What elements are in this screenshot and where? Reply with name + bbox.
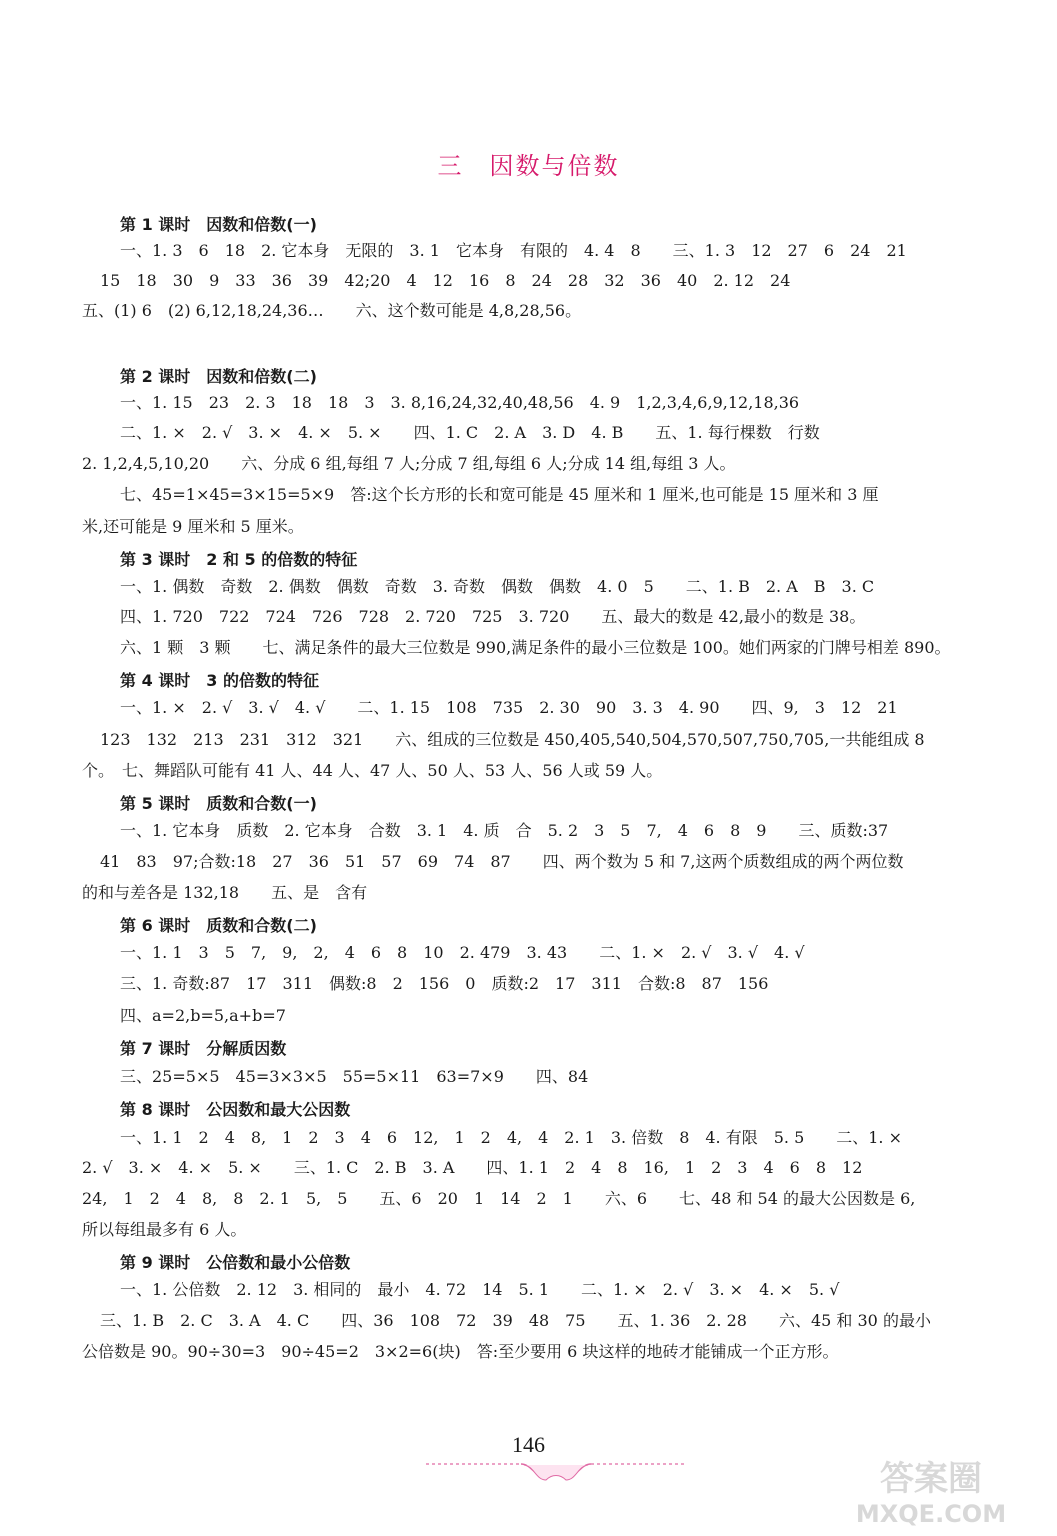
answer-line: 一、1. × 2. √ 3. √ 4. √ 二、1. 15 108 735 2. 30 90 3. 3 4. 90 四、9, 3 12 21 xyxy=(120,698,898,717)
lesson-heading: 第 8 课时 公因数和最大公因数 xyxy=(120,1100,351,1119)
chapter-title: 三 因数与倍数 xyxy=(437,152,620,180)
answer-line: 三、1. 奇数:87 17 311 偶数:8 2 156 0 质数:2 17 311 合数:8 87 156 xyxy=(120,974,769,993)
answer-line: 二、1. × 2. √ 3. × 4. × 5. × 四、1. C 2. A 3. D 4. B 五、1. 每行棵数 行数 xyxy=(120,423,820,442)
answer-line: 公倍数是 90。90÷30=3 90÷45=2 3×2=6(块) 答:至少要用 6 块这样的地砖才能铺成一个正方形。 xyxy=(82,1342,839,1361)
answer-line: 一、1. 公倍数 2. 12 3. 相同的 最小 4. 72 14 5. 1 二、1. × 2. √ 3. × 4. × 5. √ xyxy=(120,1280,840,1299)
answer-line: 五、(1) 6 (2) 6,12,18,24,36… 六、这个数可能是 4,8,28,56。 xyxy=(82,301,582,320)
answer-line: 个。 七、舞蹈队可能有 41 人、44 人、47 人、50 人、53 人、56 人或 59 人。 xyxy=(82,761,663,780)
answer-line: 2. √ 3. × 4. × 5. × 三、1. C 2. B 3. A 四、1. 1 2 4 8 16, 1 2 3 4 6 8 12 xyxy=(82,1158,863,1177)
answer-line: 123 132 213 231 312 321 六、组成的三位数是 450,405,540,504,570,507,750,705,一共能组成 8 xyxy=(100,730,925,749)
answer-line: 2. 1,2,4,5,10,20 六、分成 6 组,每组 7 人;分成 7 组,每组 6 人;分成 14 组,每组 3 人。 xyxy=(82,454,736,473)
answer-line: 一、1. 1 2 4 8, 1 2 3 4 6 12, 1 2 4, 4 2. 1 3. 倍数 8 4. 有限 5. 5 二、1. × xyxy=(120,1128,903,1147)
answer-line: 三、25=5×5 45=3×3×5 55=5×11 63=7×9 四、84 xyxy=(120,1067,589,1086)
answer-line: 的和与差各是 132,18 五、是 含有 xyxy=(82,883,368,902)
answer-line: 三、1. B 2. C 3. A 4. C 四、36 108 72 39 48 75 五、1. 36 2. 28 六、45 和 30 的最小 xyxy=(100,1311,931,1330)
lesson-heading: 第 2 课时 因数和倍数(二) xyxy=(120,367,317,386)
answer-line: 一、1. 3 6 18 2. 它本身 无限的 3. 1 它本身 有限的 4. 4 8 三、1. 3 12 27 6 24 21 xyxy=(120,241,907,260)
answer-line: 一、1. 1 3 5 7, 9, 2, 4 6 8 10 2. 479 3. 43 二、1. × 2. √ 3. √ 4. √ xyxy=(120,943,805,962)
answer-line: 41 83 97;合数:18 27 36 51 57 69 74 87 四、两个数为 5 和 7,这两个质数组成的两个两位数 xyxy=(100,852,904,871)
lesson-heading: 第 7 课时 分解质因数 xyxy=(120,1039,287,1058)
answer-line: 四、a=2,b=5,a+b=7 xyxy=(120,1006,286,1025)
answer-line: 24, 1 2 4 8, 8 2. 1 5, 5 五、6 20 1 14 2 1 六、6 七、48 和 54 的最大公因数是 6, xyxy=(82,1189,916,1208)
lesson-heading: 第 5 课时 质数和合数(一) xyxy=(120,794,317,813)
answer-line: 六、1 颗 3 颗 七、满足条件的最大三位数是 990,满足条件的最小三位数是 100。她们两家的门牌号相差 890。 xyxy=(120,638,951,657)
answer-line: 一、1. 15 23 2. 3 18 18 3 3. 8,16,24,32,40,48,56 4. 9 1,2,3,4,6,9,12,18,36 xyxy=(120,393,800,412)
answer-line: 四、1. 720 722 724 726 728 2. 720 725 3. 720 五、最大的数是 42,最小的数是 38。 xyxy=(120,607,866,626)
answer-line: 15 18 30 9 33 36 39 42;20 4 12 16 8 24 28 32 36 40 2. 12 24 xyxy=(100,271,791,290)
answer-line: 一、1. 它本身 质数 2. 它本身 合数 3. 1 4. 质 合 5. 2 3 5 7, 4 6 8 9 三、质数:37 xyxy=(120,821,889,840)
answer-line: 所以每组最多有 6 人。 xyxy=(82,1220,247,1239)
svg-text:MXQE.COM: MXQE.COM xyxy=(855,1500,1007,1528)
answer-line: 一、1. 偶数 奇数 2. 偶数 偶数 奇数 3. 奇数 偶数 偶数 4. 0 5 二、1. B 2. A B 3. C xyxy=(120,577,875,596)
svg-text:答案圈: 答案圈 xyxy=(880,1459,982,1499)
watermark-logo xyxy=(811,1450,1051,1530)
lesson-heading: 第 4 课时 3 的倍数的特征 xyxy=(120,671,319,690)
lesson-heading: 第 1 课时 因数和倍数(一) xyxy=(120,215,317,234)
lesson-heading: 第 9 课时 公倍数和最小公倍数 xyxy=(120,1253,351,1272)
page-number: 146 xyxy=(512,1432,545,1457)
lesson-heading: 第 6 课时 质数和合数(二) xyxy=(120,916,317,935)
footer-decoration xyxy=(426,1458,686,1488)
lesson-heading: 第 3 课时 2 和 5 的倍数的特征 xyxy=(120,550,358,569)
answer-line: 米,还可能是 9 厘米和 5 厘米。 xyxy=(82,517,304,536)
answer-line: 七、45=1×45=3×15=5×9 答:这个长方形的长和宽可能是 45 厘米和 1 厘米,也可能是 15 厘米和 3 厘 xyxy=(120,485,879,504)
